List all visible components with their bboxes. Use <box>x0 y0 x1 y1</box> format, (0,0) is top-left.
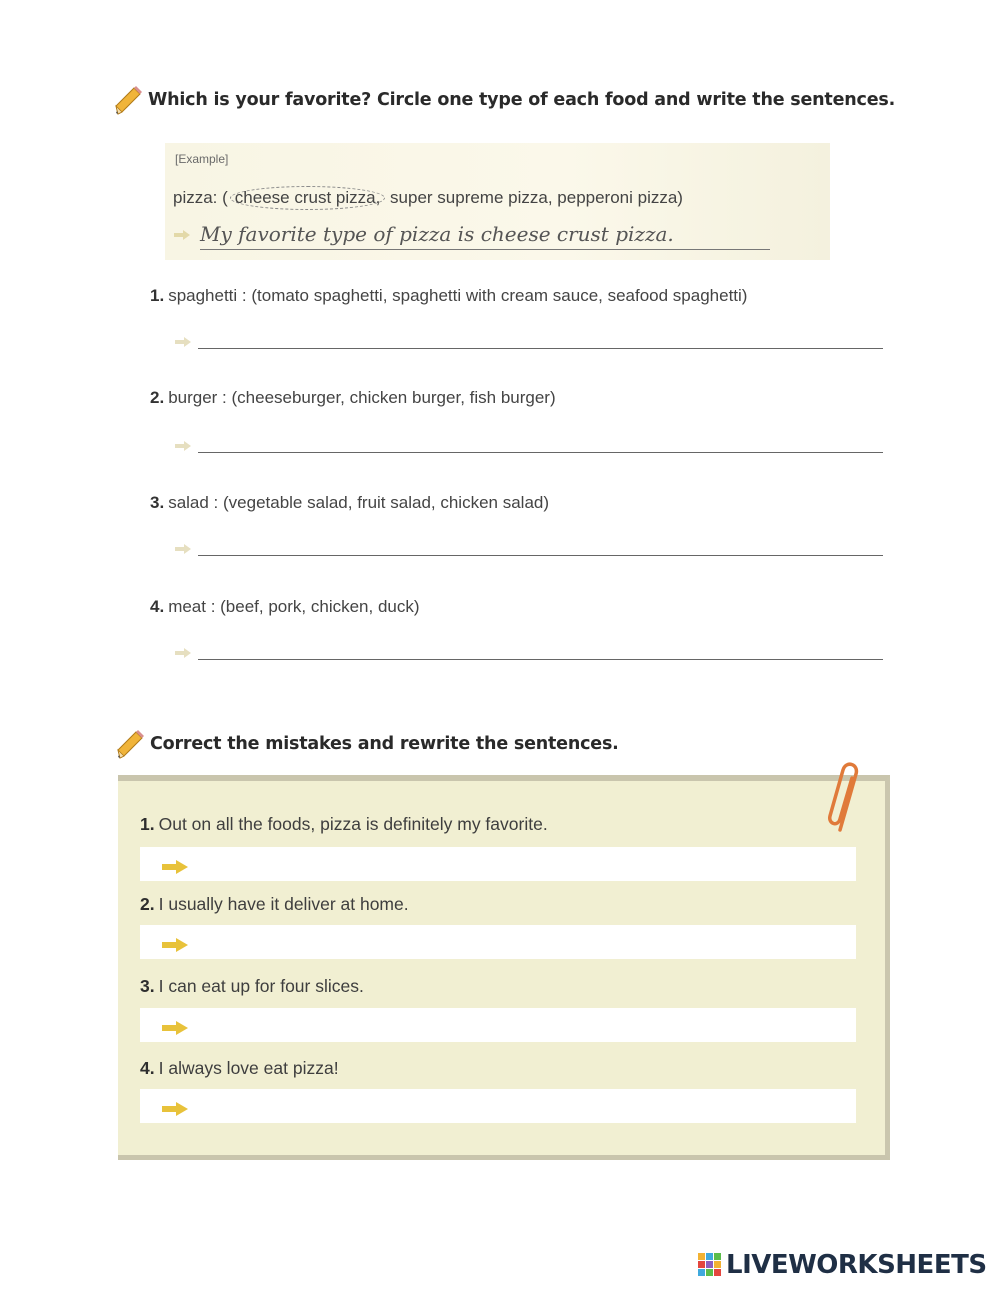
liveworksheets-logo[interactable] <box>698 1250 987 1280</box>
arrow-icon <box>160 1101 190 1117</box>
food-question-2 <box>150 388 556 408</box>
answer-line-1[interactable] <box>198 348 883 349</box>
arrow-icon <box>160 1020 190 1036</box>
arrow-icon <box>174 440 192 452</box>
example-label: [Example] <box>175 152 229 166</box>
correction-sentence-1 <box>140 814 548 835</box>
section1-header <box>112 84 895 116</box>
correction-sentence-4 <box>140 1058 339 1079</box>
rewrite-field-3[interactable] <box>140 1008 856 1042</box>
example-question <box>173 186 683 210</box>
correction-sentence-2 <box>140 894 409 915</box>
paperclip-icon <box>826 760 870 838</box>
logo-blocks-icon <box>698 1253 722 1277</box>
question-text: burger : (cheeseburger, chicken burger, fish burger) <box>168 388 556 407</box>
arrow-icon <box>160 937 190 953</box>
food-question-1 <box>150 286 747 306</box>
question-number: 2. <box>150 388 165 407</box>
arrow-icon <box>174 543 192 555</box>
food-question-4 <box>150 597 420 617</box>
section2-header <box>114 728 619 760</box>
correction-sentence-3 <box>140 976 364 997</box>
answer-line-4[interactable] <box>198 659 883 660</box>
logo-text: LIVEWORKSHEETS <box>726 1250 987 1280</box>
sentence-number: 1. <box>140 814 155 834</box>
rewrite-field-1[interactable] <box>140 847 856 881</box>
example-box <box>165 143 830 260</box>
section2-title: Correct the mistakes and rewrite the sentences. <box>150 734 619 754</box>
sentence-number: 3. <box>140 976 155 996</box>
question-text: salad : (vegetable salad, fruit salad, chicken salad) <box>168 493 550 512</box>
rewrite-field-2[interactable] <box>140 925 856 959</box>
question-number: 4. <box>150 597 165 616</box>
sentence-text: Out on all the foods, pizza is definitely my favorite. <box>158 814 548 834</box>
question-text: spaghetti : (tomato spaghetti, spaghetti with cream sauce, seafood spaghetti) <box>168 286 748 305</box>
section1-title: Which is your favorite? Circle one type of each food and write the sentences. <box>148 90 896 110</box>
correction-box <box>118 775 890 1160</box>
pencil-icon <box>112 84 144 116</box>
sentence-text: I usually have it deliver at home. <box>158 894 409 914</box>
arrow-icon <box>174 647 192 659</box>
example-answer: My favorite type of pizza is cheese crust pizza. <box>200 222 770 250</box>
example-food: pizza: ( <box>173 188 228 207</box>
answer-line-3[interactable] <box>198 555 883 556</box>
food-question-3 <box>150 493 549 513</box>
arrow-icon <box>160 859 190 875</box>
sentence-text: I always love eat pizza! <box>158 1058 339 1078</box>
question-number: 1. <box>150 286 165 305</box>
pencil-icon <box>114 728 146 760</box>
sentence-text: I can eat up for four slices. <box>158 976 364 996</box>
question-text: meat : (beef, pork, chicken, duck) <box>168 597 420 616</box>
sentence-number: 4. <box>140 1058 155 1078</box>
example-options-rest: super supreme pizza, pepperoni pizza) <box>385 188 683 207</box>
answer-line-2[interactable] <box>198 452 883 453</box>
rewrite-field-4[interactable] <box>140 1089 856 1123</box>
example-circled-option: cheese crust pizza, <box>230 186 386 210</box>
arrow-icon <box>174 336 192 348</box>
question-number: 3. <box>150 493 165 512</box>
sentence-number: 2. <box>140 894 155 914</box>
arrow-icon <box>173 229 191 241</box>
